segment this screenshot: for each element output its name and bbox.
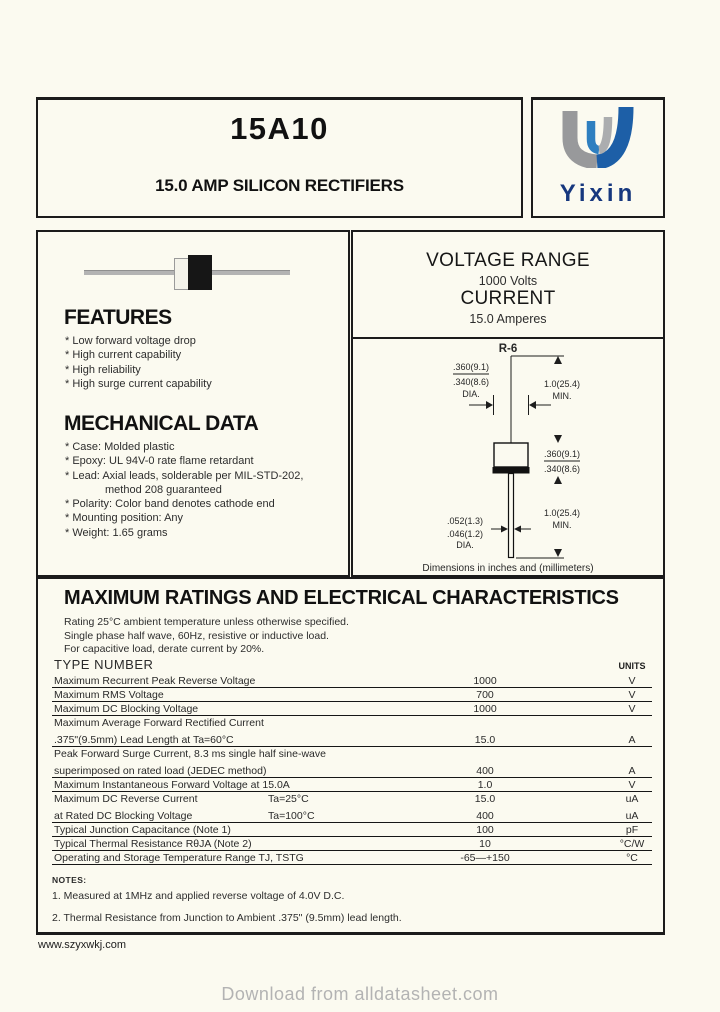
row-value: 100 [476,824,494,836]
dimensions-caption: Dimensions in inches and (millimeters) [422,563,594,574]
row-unit: °C [626,852,638,864]
arrow-left-icon [514,526,521,533]
voltage-range-heading: VOLTAGE RANGE [426,250,590,271]
package-outline-drawing [353,339,663,575]
condition-line: Single phase half wave, 60Hz, resistive or inductive load. [64,629,329,642]
arrow-down-icon [554,549,562,557]
bottom-lead [509,474,514,558]
website-url: www.szyxwkj.com [38,939,127,951]
type-number-header: TYPE NUMBER [54,657,154,672]
table-row [52,674,652,688]
dim-label: MIN. [552,391,572,401]
row-label: .375"(9.5mm) Lead Length at Ta=60°C [54,734,234,746]
mechanical-heading: MECHANICAL DATA [64,412,259,435]
row-condition: Ta=25°C [268,793,309,805]
row-value: -65—+150 [460,852,510,864]
table-row [52,778,652,792]
title-block [36,97,523,218]
row-value: 700 [476,689,494,701]
row-unit: V [628,703,636,715]
row-label: Maximum Instantaneous Forward Voltage at 15.0A [54,779,290,791]
row-value: 1000 [473,703,497,715]
mechanical-item: * Lead: Axial leads, solderable per MIL-STD-202, [65,469,304,482]
logo-inner-u-right [599,117,608,150]
table-row [52,823,652,837]
package-name: R-6 [498,343,518,355]
table-header-row [52,655,652,674]
dim-body-length [544,449,580,474]
package-cathode-band [493,467,530,474]
row-label: Typical Thermal Resistance RθJA (Note 2) [54,838,252,850]
row-value: 15.0 [474,734,496,746]
table-row [52,688,652,702]
dim-value: 1.0(25.4) [543,508,581,518]
diode-figure [38,232,348,296]
diode-body [188,255,212,290]
row-condition: Ta=100°C [268,810,315,822]
current-value: 15.0 Amperes [469,312,547,326]
table-row [52,837,652,851]
arrow-up-icon [554,356,562,364]
table-row [52,792,652,805]
u-logo-icon [550,104,646,168]
ratings-package-panel [351,230,665,577]
features-list [65,334,342,391]
row-unit: V [628,675,636,687]
voltage-current-summary [353,232,663,339]
table-row [52,702,652,716]
arrow-left-icon [529,401,536,409]
arrow-up-icon [554,476,562,484]
mechanical-item: * Epoxy: UL 94V-0 rate flame retardant [65,455,254,468]
note-item: 1. Measured at 1MHz and applied reverse voltage of 4.0V D.C. [52,890,345,902]
arrow-right-icon [486,401,493,409]
current-heading: CURRENT [460,288,556,309]
row-label: Maximum Recurrent Peak Reverse Voltage [54,675,256,687]
mechanical-item: * Case: Molded plastic [65,441,175,453]
row-label: Maximum Average Forward Rectified Current [54,717,264,729]
table-row [52,851,652,865]
table-row [52,733,652,747]
row-label: Typical Junction Capacitance (Note 1) [54,824,231,836]
dim-lead-length-top [544,356,580,443]
row-label: Peak Forward Surge Current, 8.3 ms single half sine-wave [54,748,326,760]
dim-lead-length-bottom [544,508,580,557]
table-row [52,764,652,778]
row-unit: A [628,765,636,777]
dim-value-max: .052(1.3) [446,516,484,526]
row-value: 400 [476,765,494,777]
feature-item: * Low forward voltage drop [65,335,196,347]
ratings-heading: MAXIMUM RATINGS AND ELECTRICAL CHARACTERISTICS [64,587,619,609]
notes-heading: NOTES: [52,875,87,885]
package-body [494,443,528,467]
feature-item: * High reliability [65,363,141,376]
ratings-table [52,655,652,865]
dim-value-min: .340(8.6) [452,377,490,387]
row-value: 10 [479,838,491,850]
download-watermark: Download from alldatasheet.com [221,984,499,1004]
dim-label: DIA. [462,389,480,399]
feature-item: * High surge current capability [65,377,212,390]
row-unit: °C/W [619,838,645,850]
part-number: 15A10 [230,111,329,146]
maximum-ratings-panel [36,577,665,935]
dim-body-diameter [453,362,551,415]
dim-value-min: .340(8.6) [543,464,581,474]
features-heading: FEATURES [64,306,172,329]
row-unit: V [628,779,636,791]
features-mechanical-panel [36,230,350,577]
condition-line: Rating 25°C ambient temperature unless otherwise specified. [64,616,349,628]
row-unit: pF [625,824,639,836]
arrow-right-icon [501,526,508,533]
row-label: Maximum DC Blocking Voltage [54,703,199,715]
diode-cathode-band [174,258,189,290]
units-header: UNITS [618,661,646,671]
dim-label: MIN. [552,520,572,530]
dim-label: DIA. [456,540,474,550]
row-unit: uA [625,810,639,822]
logo-inner-u-left [591,121,599,150]
mechanical-item: * Mounting position: Any [65,512,184,525]
mechanical-item: * Weight: 1.65 grams [65,526,168,539]
table-row [52,747,652,760]
row-value: 1.0 [477,779,493,791]
row-label: superimposed on rated load (JEDEC method) [54,765,267,777]
row-label: at Rated DC Blocking Voltage [54,810,193,822]
table-row [52,716,652,729]
dim-lead-diameter [447,516,531,550]
mechanical-item: * Polarity: Color band denotes cathode end [65,498,275,511]
row-value: 15.0 [474,793,496,805]
mechanical-item-continuation: method 208 guaranteed [105,483,222,496]
dim-value-max: .360(9.1) [543,449,581,459]
ratings-conditions [64,616,349,657]
voltage-range-value: 1000 Volts [478,274,538,288]
row-unit: uA [625,793,639,805]
row-label: Maximum DC Reverse Current [54,793,198,805]
row-value: 400 [476,810,494,822]
dim-value-min: .046(1.2) [446,529,484,539]
note-item: 2. Thermal Resistance from Junction to Ambient .375" (9.5mm) lead length. [52,912,402,924]
arrow-down-icon [554,435,562,443]
table-row [52,809,652,823]
brand-name: Yixin [559,180,637,207]
row-value: 1000 [473,675,497,687]
row-label: Operating and Storage Temperature Range TJ, TSTG [54,852,304,864]
row-unit: V [628,689,636,701]
condition-line: For capacitive load, derate current by 20%. [64,643,265,655]
dim-value: 1.0(25.4) [543,379,581,389]
feature-item: * High current capability [65,349,182,362]
row-unit: A [628,734,636,746]
dim-value-max: .360(9.1) [452,362,490,372]
mechanical-list [65,440,342,540]
logo-block [531,97,665,218]
row-label: Maximum RMS Voltage [54,689,164,701]
page-subtitle: 15.0 AMP SILICON RECTIFIERS [155,176,404,195]
